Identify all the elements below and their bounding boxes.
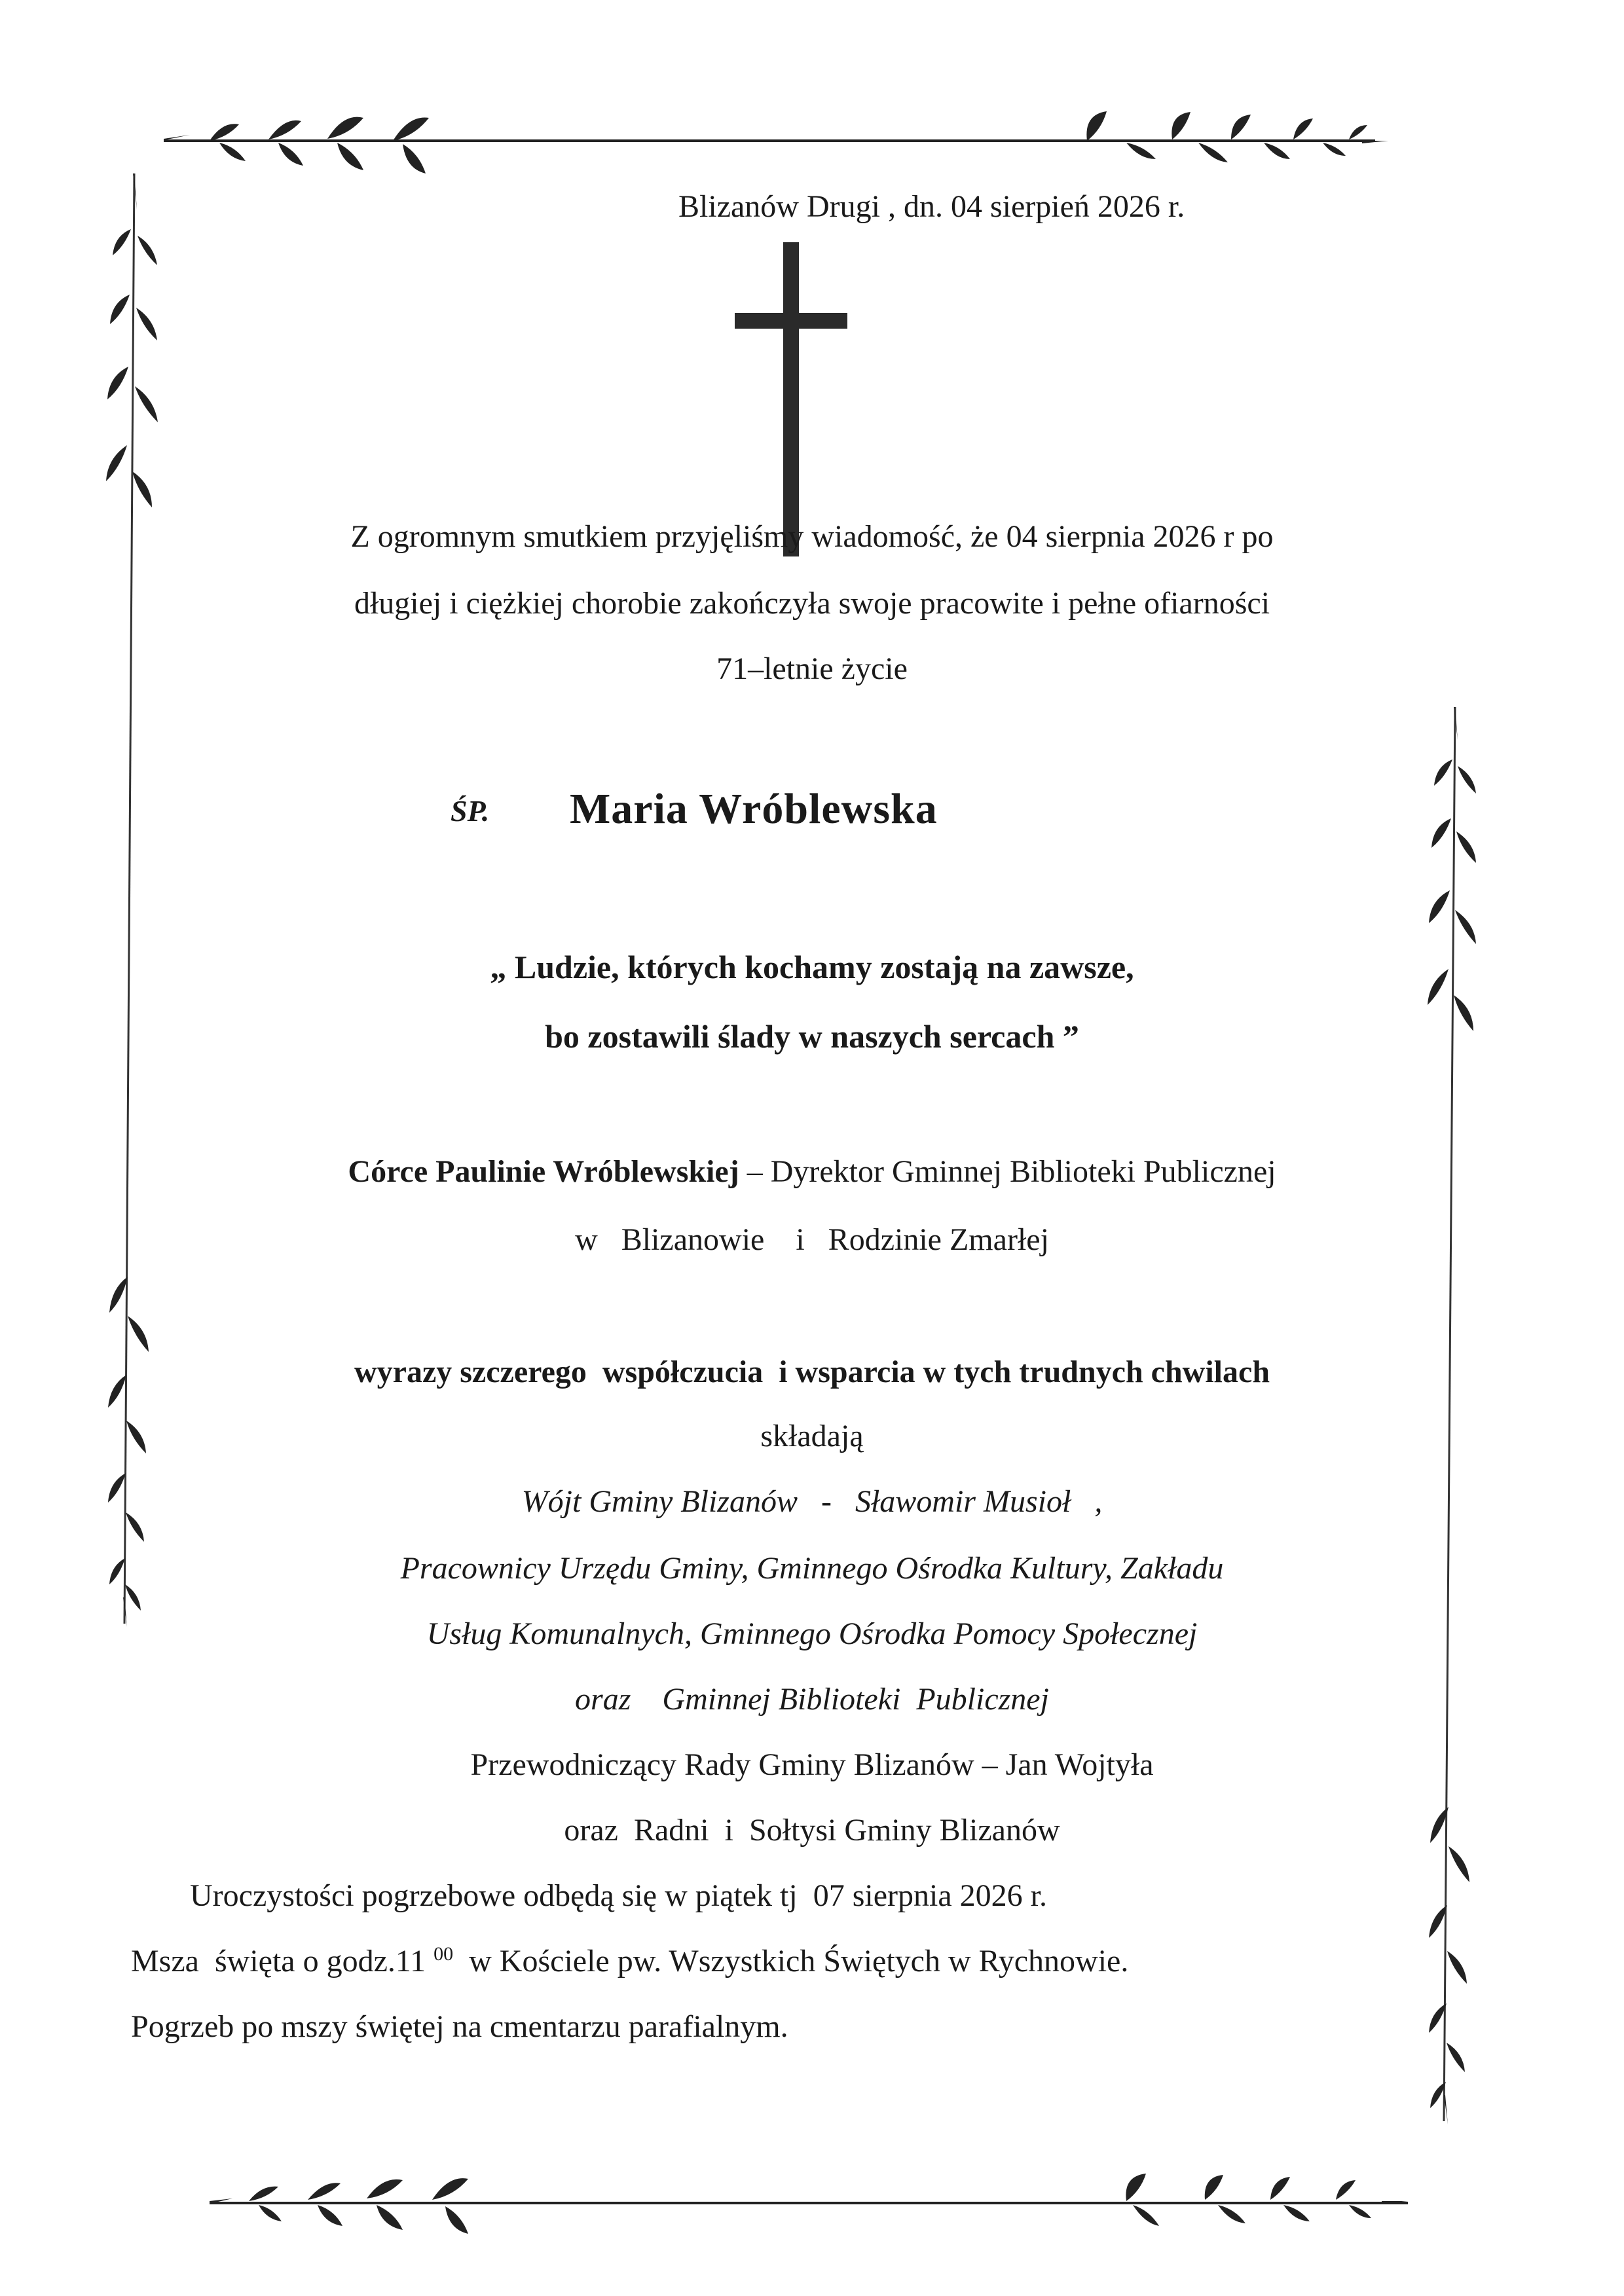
olive-branch-top-right (1086, 111, 1388, 162)
mass-location: w Kościele pw. Wszystkich Świętych w Rychnowie. (453, 1944, 1129, 1978)
recipient-name: Córce Paulinie Wróblewskiej (348, 1154, 739, 1189)
signatory-uslug: Usług Komunalnych, Gminnego Ośrodka Pomocy Społecznej (426, 1616, 1198, 1651)
recipient-line-2: w Blizanowie i Rodzinie Zmarłej (575, 1222, 1049, 1257)
cross-icon (735, 242, 847, 556)
signatory-radni: oraz Radni i Sołtysi Gminy Blizanów (564, 1813, 1060, 1848)
intro-line-1: Z ogromnym smutkiem przyjęliśmy wiadomość, że 04 sierpnia 2026 r po (350, 519, 1274, 554)
recipient-title: – Dyrektor Gminnej Biblioteki Publicznej (739, 1154, 1276, 1189)
deceased-name: Maria Wróblewska (570, 785, 938, 833)
left-border-line (124, 173, 134, 1624)
signatory-przewodniczacy: Przewodniczący Rady Gminy Blizanów – Jan Wojtyła (470, 1747, 1154, 1782)
sp-label: ŚP. (451, 794, 490, 828)
signatory-wojt: Wójt Gminy Blizanów - Sławomir Musioł , (521, 1484, 1103, 1519)
olive-branch-right-lower (1429, 1807, 1469, 2124)
quote-line-1: „ Ludzie, których kochamy zostają na zawsze, (490, 949, 1134, 985)
signatory-pracownicy: Pracownicy Urzędu Gminy, Gminnego Ośrodka Kultury, Zakładu (400, 1551, 1224, 1586)
intro-line-3: 71–letnie życie (716, 651, 908, 686)
mass-time-minutes: 00 (434, 1943, 454, 1965)
olive-branch-bottom-right (1126, 2174, 1408, 2226)
quote-line-2: bo zostawili ślady w naszych sercach ” (545, 1018, 1079, 1055)
funeral-line: Uroczystości pogrzebowe odbędą się w piątek tj 07 sierpnia 2026 r. (190, 1878, 1047, 1913)
intro-line-2: długiej i ciężkiej chorobie zakończyła swoje pracowite i pełne ofiarności (354, 586, 1270, 621)
recipient-line-1 (0, 1154, 1624, 1190)
olive-branch-bottom-left (210, 2178, 468, 2234)
mass-line (131, 1943, 1128, 1979)
burial-line: Pogrzeb po mszy świętej na cmentarzu parafialnym. (131, 2009, 788, 2044)
signatory-biblioteka: oraz Gminnej Biblioteki Publicznej (575, 1682, 1049, 1717)
condolence-line: wyrazy szczerego współczucia i wsparcia w tych trudnych chwilach (354, 1355, 1270, 1389)
olive-branch-top-left (164, 117, 429, 173)
date-line: Blizanów Drugi , dn. 04 sierpień 2026 r. (678, 189, 1185, 224)
skladaja-line: składają (760, 1419, 864, 1453)
mass-time-prefix: Msza święta o godz.11 (131, 1944, 426, 1978)
